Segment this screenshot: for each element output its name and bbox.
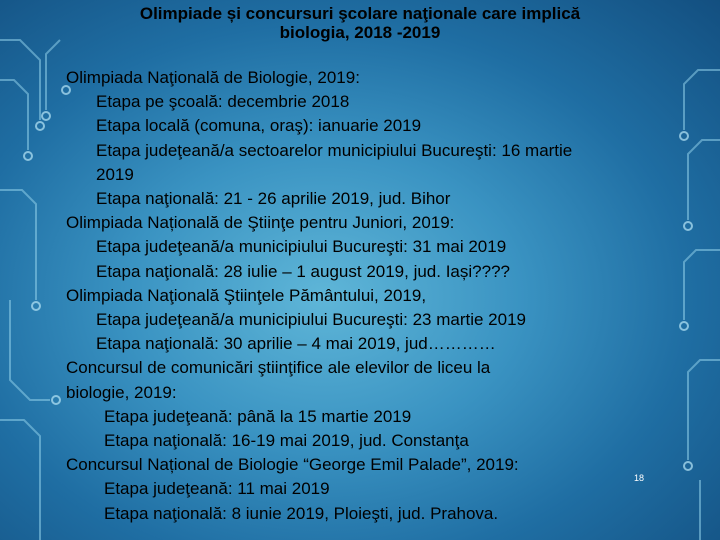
stage-line: Etapa naţională: 21 - 26 aprilie 2019, jud. Bihor [96,189,451,209]
slide-title-line-2: biologia, 2018 -2019 [279,23,441,42]
contest-heading-communications: Concursul de comunicări ştiinţifice ale elevilor de liceu la [66,358,491,378]
olympiad-heading-juniors: Olimpiada Națională de Ştiinţe pentru Juniori, 2019: [66,213,455,233]
stage-line: Etapa naţională: 8 iunie 2019, Ploieşti, jud. Prahova. [104,503,499,523]
stage-line: Etapa judeţeană/a sectoarelor municipiului Bucureşti: 16 martie [96,140,573,160]
slide-content [66,66,676,526]
contest-heading-palade: Concursul Național de Biologie “George Emil Palade”, 2019: [66,455,519,475]
stage-line: Etapa judeţeană: 11 mai 2019 [104,479,330,499]
stage-line: Etapa locală (comuna, oraş): ianuarie 2019 [96,116,422,136]
contest-heading-continued: biologie, 2019: [66,382,177,402]
stage-line: Etapa naţională: 30 aprilie – 4 mai 2019, jud………… [96,334,496,354]
stage-line: Etapa naţională: 28 iulie – 1 august 2019, jud. Iași???? [96,261,510,281]
stage-line: Etapa judeţeană: până la 15 martie 2019 [104,406,412,426]
stage-line: Etapa naţională: 16-19 mai 2019, jud. Constanţa [104,431,469,451]
slide-number: 18 [634,473,645,483]
slide-title [80,4,640,42]
stage-line: Etapa judeţeană/a municipiului Bucureşti: 23 martie 2019 [96,310,526,330]
stage-line: Etapa pe şcoală: decembrie 2018 [96,92,350,112]
stage-line: Etapa judeţeană/a municipiului Bucureşti: 31 mai 2019 [96,237,507,257]
olympiad-heading-earth-sciences: Olimpiada Naţională Ştiinţele Pământului, 2019, [66,285,427,305]
olympiad-heading-biology: Olimpiada Naţională de Biologie, 2019: [66,68,360,87]
slide-title-line-1: Olimpiade și concursuri şcolare naţionale care implică [139,4,581,23]
stage-line-continued: 2019 [96,164,134,184]
